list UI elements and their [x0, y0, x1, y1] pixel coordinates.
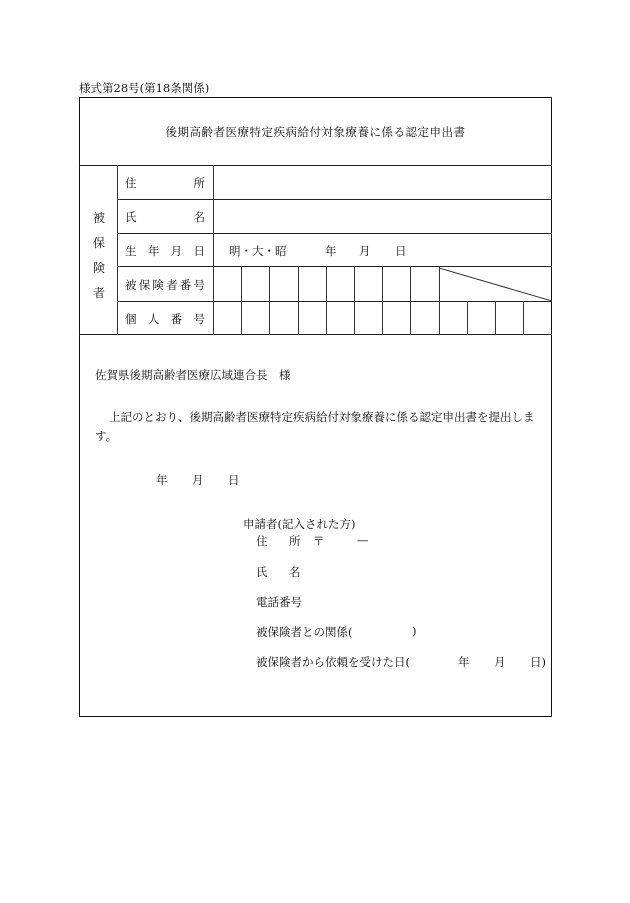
form-title: 後期高齢者医療特定疾病給付対象療養に係る認定申出書	[165, 125, 466, 139]
declaration-line-2: す。	[95, 429, 118, 443]
birthdate-era: 明・大・昭	[229, 244, 287, 258]
birthdate-month: 月	[359, 244, 371, 258]
applicant-relation-label: 被保険者との関係(	[256, 625, 353, 639]
declaration-line-1: 上記のとおり、後期高齢者医療特定疾病給付対象療養に係る認定申出書を提出しま	[109, 410, 535, 424]
date-day: 日	[228, 473, 240, 487]
request-date-year: 年	[458, 655, 470, 669]
personal-number-label: 個 人 番 号	[125, 312, 205, 326]
addressee: 佐賀県後期高齢者医療広域連合長 様	[95, 368, 291, 382]
insured-group-label: 被 保 険 者	[92, 211, 105, 300]
applicant-name-label-2: 名	[289, 565, 301, 579]
birthdate-year: 年	[325, 244, 337, 258]
request-date-label: 被保険者から依頼を受けた日(	[256, 655, 410, 669]
name-label: 氏 名	[125, 210, 205, 224]
applicant-address-label-2: 所	[289, 534, 301, 548]
postal-dash: —	[357, 533, 369, 547]
applicant-phone-label: 電話番号	[256, 595, 302, 609]
date-year: 年	[156, 473, 168, 487]
postal-mark: 〒	[313, 534, 325, 548]
insured-number-diagonal	[439, 268, 552, 301]
form-number: 様式第28号(第18条関係)	[79, 81, 210, 95]
applicant-name-label-1: 氏	[256, 565, 268, 579]
date-month: 月	[192, 473, 204, 487]
address-label: 住 所	[125, 176, 205, 190]
applicant-address-label-1: 住	[256, 534, 268, 548]
birthdate-day: 日	[395, 244, 407, 258]
applicant-relation-close: )	[412, 624, 417, 638]
request-date-day: 日)	[530, 655, 546, 669]
birthdate-label: 生 年 月 日	[125, 244, 205, 258]
applicant-heading: 申請者(記入された方)	[243, 517, 356, 531]
insured-number-label: 被 保 険 者 番 号	[125, 278, 205, 292]
request-date-month: 月	[494, 655, 506, 669]
